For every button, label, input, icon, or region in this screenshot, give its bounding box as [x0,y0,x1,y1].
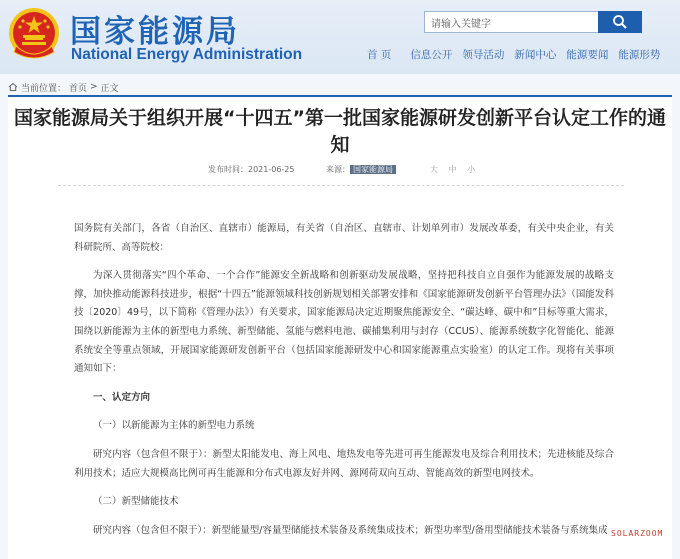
font-size-medium[interactable]: 中 [448,165,457,174]
breadcrumb-label: 当前位置： [21,83,67,94]
section-heading: 一、认定方向 [93,391,151,403]
site-header [0,0,680,74]
nav-energy-news[interactable]: 能源要闻 [566,49,609,61]
font-size-small[interactable]: 小 [467,165,476,174]
watermark: SOLARZOOM [611,529,664,538]
site-logo-cn[interactable]: 国家能源局 [70,14,240,50]
home-icon [8,82,18,92]
article-card [8,95,672,559]
intro-paragraph: 为深入贯彻落实“四个革命、一个合作”能源安全新战略和创新驱动发展战略，坚持把科技自立自强作为能源发展的战略支撑，加快推动能源科技进步，根据“十四五”能源领域科技创新规划相关部署安排和《国家能源研发创新平台管理办法》（国能发科技〔2020〕49号，以下简称《管理办法》）有关要求，国家能源局决定近期聚焦能源安全、“碳达峰、碳中和”目标等重大需求，围绕以新能源为主体的新型电力系统、新型储能、氢能与燃料电池、碳捕集利用与封存（CCUS）、能源系统数字化智能化、能源系统安全等重点领域，开展国家能源研发创新平台（包括国家能源研发中心和国家能源重点实验室）的认定工作。现将有关事项通知如下： [74,270,614,375]
article-body [74,220,614,550]
search-button[interactable] [598,11,642,33]
nav-news-center[interactable]: 新闻中心 [514,49,557,61]
search-input[interactable] [425,15,597,35]
breadcrumb [8,80,119,94]
font-size-controls [430,164,483,175]
subsection-heading: （一）以新能源为主体的新型电力系统 [93,420,255,432]
subsection-content: 研究内容（包含但不限于）：新型太阳能发电、海上风电、地热发电等先进可再生能源发电及综合利用技术；先进核能及综合利用技术；适应大规模高比例可再生能源和分布式电源友好并网、源网荷双向互动、智能高效的新型电网技术。 [74,448,614,479]
breadcrumb-home-link[interactable]: 首页 [69,83,88,94]
breadcrumb-separator: > [90,82,98,92]
nav-leader-activities[interactable]: 领导活动 [462,49,505,61]
main-nav [362,46,665,64]
source-value: 国家能源局 [350,165,396,174]
national-emblem-icon[interactable] [6,6,62,62]
site-logo-en[interactable]: National Energy Administration [71,46,303,63]
salutation: 国务院有关部门，各省（自治区、直辖市）能源局，有关省（自治区、直辖市、计划单列市）发展改革委，有关中央企业，有关科研院所、高等院校： [74,223,614,253]
publish-date: 发布时间：2021-06-25 [208,165,295,174]
breadcrumb-current: 正文 [100,83,119,94]
article-meta [8,164,672,178]
nav-home[interactable]: 首 页 [367,49,392,61]
search-icon [612,14,628,30]
nav-info-disclosure[interactable]: 信息公开 [410,49,453,61]
subsection-heading: （二）新型储能技术 [93,496,179,508]
font-size-large[interactable]: 大 [430,165,438,174]
nav-energy-situation[interactable]: 能源形势 [618,49,661,61]
search-box [424,11,642,33]
subsection-content: 研究内容（包含但不限于）：新型能量型/容量型储能技术装备及系统集成技术；新型功率型/备用型储能技术装备与系统集成 [93,524,608,536]
article-title: 国家能源局关于组织开展“十四五”第一批国家能源研发创新平台认定工作的通知 [14,107,666,156]
source-label: 来源： [326,165,350,174]
meta-divider [58,185,624,186]
article-source [326,164,396,175]
